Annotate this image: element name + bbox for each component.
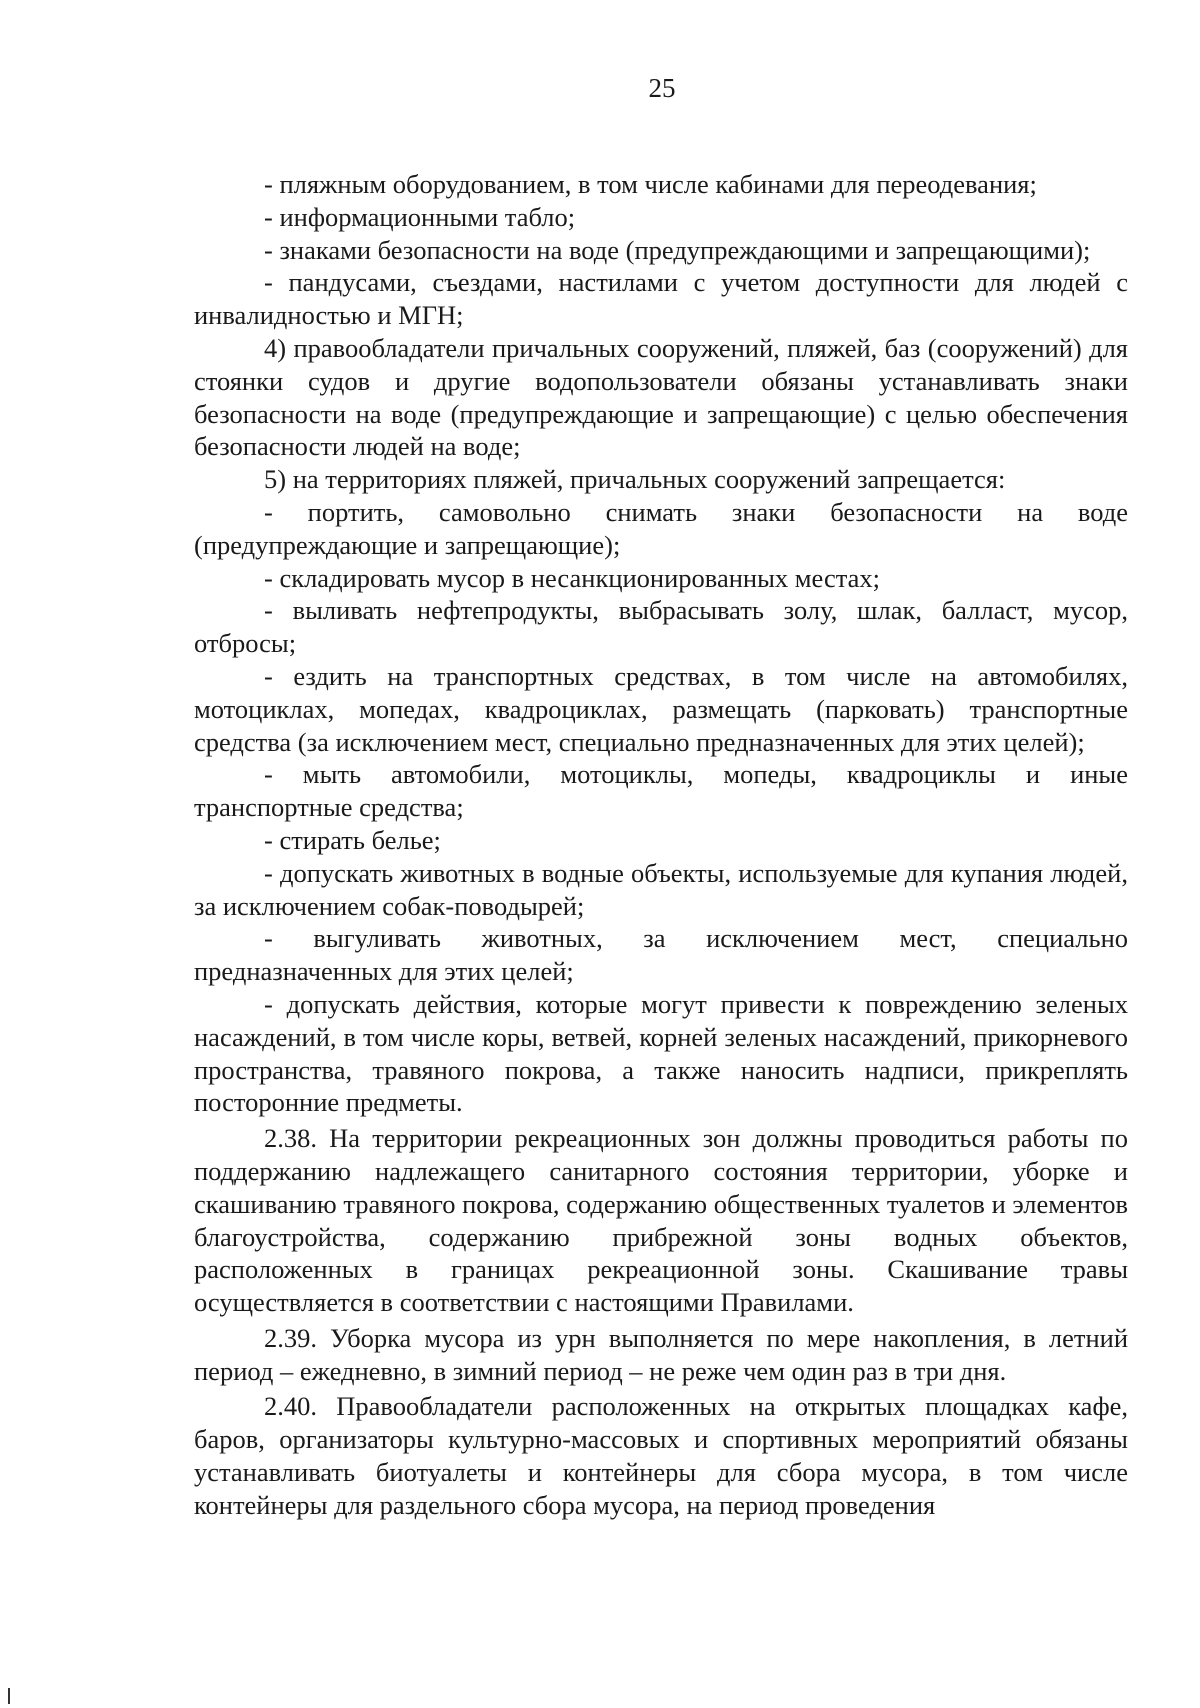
paragraph: - пляжным оборудованием, в том числе кабинами для переодевания; [264, 169, 1037, 199]
paragraph: - складировать мусор в несанкционированных местах; [264, 562, 880, 593]
paragraph: - ездить на транспортных средствах, в том числе на автомобилях, мотоциклах, мопедах, квадроциклах, размещать (парковать) транспортные средства (за исключением мест, специально предназначенных для этих целей); [194, 660, 1128, 757]
paragraph: - допускать животных в водные объекты, используемые для купания людей, за исключением собак-поводырей; [194, 857, 1128, 921]
paragraph: - мыть автомобили, мотоциклы, мопеды, квадроциклы и иные транспортные средства; [194, 759, 1128, 823]
paragraph: - пандусами, съездами, настилами с учетом доступности для людей с инвалидностью и МГН; [194, 267, 1128, 331]
page-number: 25 [648, 73, 676, 103]
paragraph-section-2-40: 2.40. Правообладатели расположенных на открытых площадках кафе, баров, организаторы культурно-массовых и спортивных мероприятий обязаны устанавливать биотуалеты и контейнеры для сбора мусора, в том числе контейнеры для раздельного сбора мусора, на период проведения [194, 1391, 1128, 1520]
paragraph: - выгуливать животных, за исключением мест, специально предназначенных для этих целей; [194, 923, 1128, 987]
paragraph: - портить, самовольно снимать знаки безопасности на воде (предупреждающие и запрещающие); [194, 496, 1128, 560]
paragraph: - стирать белье; [264, 824, 441, 855]
paragraph-section-2-38: 2.38. На территории рекреационных зон должны проводиться работы по поддержанию надлежащего санитарного состояния территории, уборке и скашиванию травяного покрова, содержанию общественных туалетов и элементов благоустройства, содержанию прибрежной зоны водных объектов, расположенных в границах рекреационной зоны. Скашивание травы осуществляется в соответствии с настоящими Правилами. [194, 1123, 1128, 1318]
paragraph: 5) на территориях пляжей, причальных сооружений запрещается: [264, 464, 1006, 495]
paragraph: - информационными табло; [264, 201, 576, 232]
paragraph-section-2-39: 2.39. Уборка мусора из урн выполняется по мере накопления, в летний период – ежедневно, в зимний период – не реже чем один раз в три дня. [194, 1322, 1128, 1386]
paragraph: - выливать нефтепродукты, выбрасывать золу, шлак, балласт, мусор, отбросы; [194, 595, 1128, 659]
scan-edge-mark [8, 1688, 10, 1704]
paragraph: 4) правообладатели причальных сооружений, пляжей, баз (сооружений) для стоянки судов и другие водопользователи обязаны устанавливать знаки безопасности на воде (предупреждающие и запрещающие) с целью обеспечения безопасности людей на воде; [194, 332, 1128, 462]
paragraph: - знаками безопасности на воде (предупреждающими и запрещающими); [264, 234, 1091, 265]
document-body [194, 168, 1128, 1522]
paragraph: - допускать действия, которые могут привести к повреждению зеленых насаждений, в том числе коры, ветвей, корней зеленых насаждений, прикорневого пространства, травяного покрова, а также наносить надписи, прикреплять посторонние предметы. [194, 988, 1128, 1118]
